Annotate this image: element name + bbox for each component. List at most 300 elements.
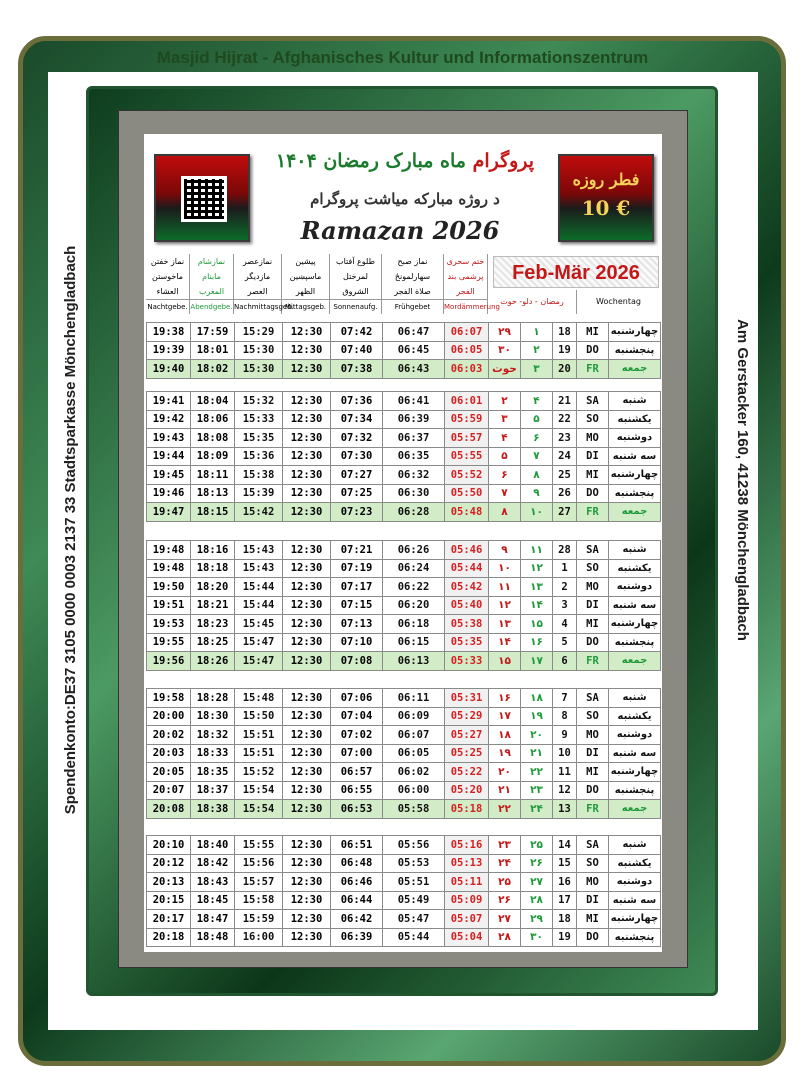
cell-zuhr: 12:30 bbox=[283, 633, 331, 652]
cell-zuhr: 12:30 bbox=[283, 559, 331, 578]
cell-hij: ۱۹ bbox=[521, 707, 553, 726]
cell-imsak: 05:35 bbox=[445, 633, 489, 652]
cell-zuhr: 12:30 bbox=[283, 341, 331, 360]
cell-dn: پنجشنبه bbox=[609, 781, 661, 800]
cell-isha: 19:56 bbox=[147, 652, 191, 671]
cell-asr: 15:52 bbox=[235, 763, 283, 782]
cell-isha: 20:05 bbox=[147, 763, 191, 782]
ramadan-title: Ramazan 2026 bbox=[300, 216, 500, 245]
cell-sunrise: 07:40 bbox=[331, 341, 383, 360]
table-row bbox=[147, 652, 661, 671]
header-sunrise: طلوع آفتاب لمرختل الشروق Sonnenaufg. bbox=[330, 254, 382, 314]
cell-hij: ۲۷ bbox=[521, 873, 553, 892]
cell-isha: 19:38 bbox=[147, 323, 191, 342]
cell-hij: ۶ bbox=[521, 429, 553, 448]
cell-wd: DO bbox=[577, 928, 609, 947]
cell-hij: ۲۵ bbox=[521, 836, 553, 855]
table-row bbox=[147, 928, 661, 947]
cell-dn: یکشنبه bbox=[609, 854, 661, 873]
table-row bbox=[147, 633, 661, 652]
cell-day: 12 bbox=[553, 781, 577, 800]
cell-asr: 15:58 bbox=[235, 891, 283, 910]
program-title-rest: ماه مبارک رمضان ۱۴۰۴ bbox=[275, 150, 466, 172]
cell-hij: ۷ bbox=[521, 447, 553, 466]
week-table-1 bbox=[146, 322, 661, 379]
cell-sol: ۲۴ bbox=[489, 854, 521, 873]
cell-isha: 19:55 bbox=[147, 633, 191, 652]
cell-asr: 15:54 bbox=[235, 781, 283, 800]
cell-maghrib: 18:08 bbox=[191, 429, 235, 448]
cell-sol: ۲۸ bbox=[489, 928, 521, 947]
cell-zuhr: 12:30 bbox=[283, 541, 331, 560]
cell-isha: 20:00 bbox=[147, 707, 191, 726]
cell-isha: 19:48 bbox=[147, 559, 191, 578]
cell-isha: 20:07 bbox=[147, 781, 191, 800]
cell-zuhr: 12:30 bbox=[283, 726, 331, 745]
cell-asr: 15:55 bbox=[235, 836, 283, 855]
cell-zuhr: 12:30 bbox=[283, 873, 331, 892]
cell-fajr: 06:02 bbox=[383, 763, 445, 782]
cell-dn: دوشنبه bbox=[609, 873, 661, 892]
cell-imsak: 05:52 bbox=[445, 466, 489, 485]
cell-wd: MI bbox=[577, 615, 609, 634]
cell-fajr: 06:22 bbox=[383, 578, 445, 597]
cell-imsak: 06:03 bbox=[445, 360, 489, 379]
cell-wd: MO bbox=[577, 726, 609, 745]
cell-dn: پنجشنبه bbox=[609, 484, 661, 503]
cell-isha: 20:03 bbox=[147, 744, 191, 763]
cell-asr: 15:57 bbox=[235, 873, 283, 892]
cell-fajr: 05:51 bbox=[383, 873, 445, 892]
cell-day: 28 bbox=[553, 541, 577, 560]
cell-maghrib: 18:09 bbox=[191, 447, 235, 466]
cell-wd: SA bbox=[577, 541, 609, 560]
cell-wd: DI bbox=[577, 891, 609, 910]
cell-hij: ۵ bbox=[521, 410, 553, 429]
cell-zuhr: 12:30 bbox=[283, 744, 331, 763]
cell-imsak: 05:55 bbox=[445, 447, 489, 466]
cell-wd: SO bbox=[577, 559, 609, 578]
cell-zuhr: 12:30 bbox=[283, 447, 331, 466]
cell-fajr: 06:28 bbox=[383, 503, 445, 522]
cell-maghrib: 18:40 bbox=[191, 836, 235, 855]
cell-asr: 15:59 bbox=[235, 910, 283, 929]
cell-isha: 20:18 bbox=[147, 928, 191, 947]
cell-sunrise: 07:23 bbox=[331, 503, 383, 522]
cell-sunrise: 07:32 bbox=[331, 429, 383, 448]
cell-fajr: 06:35 bbox=[383, 447, 445, 466]
cell-dn: سه شنبه bbox=[609, 891, 661, 910]
cell-isha: 19:43 bbox=[147, 429, 191, 448]
cell-imsak: 06:07 bbox=[445, 323, 489, 342]
cell-imsak: 05:11 bbox=[445, 873, 489, 892]
table-row bbox=[147, 800, 661, 819]
cell-wd: DI bbox=[577, 744, 609, 763]
cell-imsak: 05:07 bbox=[445, 910, 489, 929]
cell-day: 14 bbox=[553, 836, 577, 855]
month-title: Feb-Mär 2026 bbox=[493, 256, 659, 288]
cell-day: 3 bbox=[553, 596, 577, 615]
cell-day: 18 bbox=[553, 910, 577, 929]
cell-wd: SO bbox=[577, 707, 609, 726]
cell-day: 11 bbox=[553, 763, 577, 782]
cell-imsak: 05:09 bbox=[445, 891, 489, 910]
cell-dn: پنجشنبه bbox=[609, 633, 661, 652]
cell-dn: یکشنبه bbox=[609, 410, 661, 429]
table-row bbox=[147, 763, 661, 782]
cell-fajr: 06:43 bbox=[383, 360, 445, 379]
cell-wd: MO bbox=[577, 429, 609, 448]
cell-sunrise: 06:53 bbox=[331, 800, 383, 819]
cell-dn: دوشنبه bbox=[609, 429, 661, 448]
cell-day: 10 bbox=[553, 744, 577, 763]
cell-sunrise: 07:27 bbox=[331, 466, 383, 485]
cell-fajr: 06:18 bbox=[383, 615, 445, 634]
cell-sunrise: 06:39 bbox=[331, 928, 383, 947]
cell-maghrib: 18:45 bbox=[191, 891, 235, 910]
cell-dn: چهارشنبه bbox=[609, 323, 661, 342]
cell-isha: 19:39 bbox=[147, 341, 191, 360]
cell-asr: 15:33 bbox=[235, 410, 283, 429]
cell-asr: 15:50 bbox=[235, 707, 283, 726]
cell-hij: ۲۹ bbox=[521, 910, 553, 929]
cell-sunrise: 07:21 bbox=[331, 541, 383, 560]
cell-isha: 19:42 bbox=[147, 410, 191, 429]
cell-asr: 15:51 bbox=[235, 744, 283, 763]
cell-sol: ۱۹ bbox=[489, 744, 521, 763]
table-row bbox=[147, 615, 661, 634]
cell-dn: سه شنبه bbox=[609, 744, 661, 763]
cell-zuhr: 12:30 bbox=[283, 323, 331, 342]
week-table-2 bbox=[146, 391, 661, 522]
cell-zuhr: 12:30 bbox=[283, 689, 331, 708]
table-row bbox=[147, 503, 661, 522]
cell-sunrise: 07:36 bbox=[331, 392, 383, 411]
cell-isha: 19:48 bbox=[147, 541, 191, 560]
cell-fajr: 05:47 bbox=[383, 910, 445, 929]
table-row bbox=[147, 781, 661, 800]
cell-wd: DI bbox=[577, 447, 609, 466]
cell-wd: MI bbox=[577, 910, 609, 929]
cell-asr: 15:38 bbox=[235, 466, 283, 485]
cell-maghrib: 18:23 bbox=[191, 615, 235, 634]
cell-isha: 19:46 bbox=[147, 484, 191, 503]
cell-day: 20 bbox=[553, 360, 577, 379]
cell-maghrib: 18:38 bbox=[191, 800, 235, 819]
cell-fajr: 06:05 bbox=[383, 744, 445, 763]
cell-maghrib: 18:13 bbox=[191, 484, 235, 503]
week-table-5 bbox=[146, 835, 661, 947]
cell-sol: ۶ bbox=[489, 466, 521, 485]
cell-asr: 15:30 bbox=[235, 341, 283, 360]
bank-account-text: Spendenkonto:DE37 3105 0000 0003 2137 33 Stadtsparkasse Mönchengladbach bbox=[62, 245, 79, 815]
cell-asr: 15:56 bbox=[235, 854, 283, 873]
cell-sunrise: 06:55 bbox=[331, 781, 383, 800]
calendar-label: رمضان - دلو- حوت bbox=[500, 297, 564, 306]
cell-asr: 15:32 bbox=[235, 392, 283, 411]
cell-dn: جمعه bbox=[609, 503, 661, 522]
cell-fajr: 06:37 bbox=[383, 429, 445, 448]
cell-day: 19 bbox=[553, 341, 577, 360]
cell-isha: 19:41 bbox=[147, 392, 191, 411]
cell-isha: 19:44 bbox=[147, 447, 191, 466]
cell-imsak: 05:27 bbox=[445, 726, 489, 745]
cell-dn: سه شنبه bbox=[609, 596, 661, 615]
cell-dn: جمعه bbox=[609, 652, 661, 671]
cell-day: 21 bbox=[553, 392, 577, 411]
program-subtitle: د روژه مبارکه میاشت پروگرام bbox=[310, 190, 500, 208]
cell-sol: ۲۰ bbox=[489, 763, 521, 782]
cell-zuhr: 12:30 bbox=[283, 910, 331, 929]
cell-sol: ۸ bbox=[489, 503, 521, 522]
cell-asr: 15:51 bbox=[235, 726, 283, 745]
header-maghrib: نمازشام مابنام المغرب Abendgebe. bbox=[190, 254, 234, 314]
cell-zuhr: 12:30 bbox=[283, 781, 331, 800]
cell-fajr: 06:32 bbox=[383, 466, 445, 485]
cell-wd: MO bbox=[577, 578, 609, 597]
cell-maghrib: 18:11 bbox=[191, 466, 235, 485]
cell-maghrib: 18:42 bbox=[191, 854, 235, 873]
cell-hij: ۱۳ bbox=[521, 578, 553, 597]
cell-maghrib: 18:30 bbox=[191, 707, 235, 726]
cell-fajr: 05:56 bbox=[383, 836, 445, 855]
cell-sunrise: 07:10 bbox=[331, 633, 383, 652]
header-isha: نماز خفتن ماخوستن العشاء Nachtgebe. bbox=[146, 254, 190, 314]
cell-isha: 19:51 bbox=[147, 596, 191, 615]
cell-day: 13 bbox=[553, 800, 577, 819]
table-row bbox=[147, 854, 661, 873]
cell-isha: 20:02 bbox=[147, 726, 191, 745]
cell-sunrise: 07:19 bbox=[331, 559, 383, 578]
cell-zuhr: 12:30 bbox=[283, 836, 331, 855]
cell-wd: FR bbox=[577, 360, 609, 379]
cell-imsak: 05:46 bbox=[445, 541, 489, 560]
cell-hij: ۲ bbox=[521, 341, 553, 360]
cell-imsak: 05:29 bbox=[445, 707, 489, 726]
cell-hij: ۱ bbox=[521, 323, 553, 342]
cell-zuhr: 12:30 bbox=[283, 466, 331, 485]
cell-sol: ۵ bbox=[489, 447, 521, 466]
cell-day: 8 bbox=[553, 707, 577, 726]
header-fajr: نماز صبح سهارلمونځ صلاة الفجر Frühgebet bbox=[382, 254, 444, 314]
cell-imsak: 05:33 bbox=[445, 652, 489, 671]
cell-hij: ۱۲ bbox=[521, 559, 553, 578]
cell-isha: 19:45 bbox=[147, 466, 191, 485]
cell-day: 23 bbox=[553, 429, 577, 448]
cell-wd: FR bbox=[577, 800, 609, 819]
table-row bbox=[147, 429, 661, 448]
table-row bbox=[147, 744, 661, 763]
cell-hij: ۲۲ bbox=[521, 763, 553, 782]
cell-wd: DO bbox=[577, 341, 609, 360]
cell-maghrib: 18:35 bbox=[191, 763, 235, 782]
cell-imsak: 05:44 bbox=[445, 559, 489, 578]
cell-fajr: 06:07 bbox=[383, 726, 445, 745]
cell-imsak: 05:20 bbox=[445, 781, 489, 800]
header-imsak: ختم سحری پرشمی بند الفجر Mordämmerung bbox=[444, 254, 488, 314]
cell-zuhr: 12:30 bbox=[283, 854, 331, 873]
cell-imsak: 05:31 bbox=[445, 689, 489, 708]
table-row bbox=[147, 910, 661, 929]
cell-isha: 19:47 bbox=[147, 503, 191, 522]
cell-dn: چهارشنبه bbox=[609, 615, 661, 634]
cell-maghrib: 18:21 bbox=[191, 596, 235, 615]
cell-wd: SA bbox=[577, 836, 609, 855]
cell-imsak: 06:05 bbox=[445, 341, 489, 360]
cell-wd: DO bbox=[577, 484, 609, 503]
cell-zuhr: 12:30 bbox=[283, 928, 331, 947]
cell-sunrise: 07:15 bbox=[331, 596, 383, 615]
cell-fajr: 06:15 bbox=[383, 633, 445, 652]
cell-zuhr: 12:30 bbox=[283, 800, 331, 819]
cell-day: 24 bbox=[553, 447, 577, 466]
table-row bbox=[147, 323, 661, 342]
cell-sunrise: 06:44 bbox=[331, 891, 383, 910]
cell-sunrise: 07:13 bbox=[331, 615, 383, 634]
header-asr: نمازعصر مازدیگر العصر Nachmittagsgeb. bbox=[234, 254, 282, 314]
table-row bbox=[147, 891, 661, 910]
cell-dn: دوشنبه bbox=[609, 726, 661, 745]
cell-sol: ۱۵ bbox=[489, 652, 521, 671]
cell-dn: چهارشنبه bbox=[609, 910, 661, 929]
table-row bbox=[147, 541, 661, 560]
cell-sunrise: 07:42 bbox=[331, 323, 383, 342]
cell-imsak: 05:25 bbox=[445, 744, 489, 763]
cell-maghrib: 18:47 bbox=[191, 910, 235, 929]
cell-sunrise: 07:34 bbox=[331, 410, 383, 429]
header-zuhr: پیشین ماسپښین الظهر Mittagsgeb. bbox=[282, 254, 330, 314]
cell-day: 9 bbox=[553, 726, 577, 745]
cell-isha: 20:08 bbox=[147, 800, 191, 819]
program-title bbox=[250, 150, 560, 172]
cell-wd: MO bbox=[577, 873, 609, 892]
cell-sol: ۹ bbox=[489, 541, 521, 560]
cell-dn: چهارشنبه bbox=[609, 466, 661, 485]
table-row bbox=[147, 578, 661, 597]
cell-imsak: 05:04 bbox=[445, 928, 489, 947]
fitr-price: 10 € bbox=[581, 196, 631, 220]
cell-day: 15 bbox=[553, 854, 577, 873]
cell-day: 5 bbox=[553, 633, 577, 652]
cell-dn: شنبه bbox=[609, 689, 661, 708]
cell-zuhr: 12:30 bbox=[283, 578, 331, 597]
cell-fajr: 06:24 bbox=[383, 559, 445, 578]
cell-sol: ۱۰ bbox=[489, 559, 521, 578]
mosque-title: Masjid Hijrat - Afghanisches Kultur und Informationszentrum bbox=[156, 48, 649, 67]
cell-zuhr: 12:30 bbox=[283, 484, 331, 503]
cell-day: 25 bbox=[553, 466, 577, 485]
cell-hij: ۲۳ bbox=[521, 781, 553, 800]
cell-maghrib: 18:15 bbox=[191, 503, 235, 522]
cell-maghrib: 18:06 bbox=[191, 410, 235, 429]
cell-imsak: 05:42 bbox=[445, 578, 489, 597]
cell-maghrib: 18:43 bbox=[191, 873, 235, 892]
cell-sunrise: 07:30 bbox=[331, 447, 383, 466]
cell-hij: ۱۴ bbox=[521, 596, 553, 615]
cell-fajr: 06:13 bbox=[383, 652, 445, 671]
cell-wd: DI bbox=[577, 596, 609, 615]
table-row bbox=[147, 341, 661, 360]
cell-wd: FR bbox=[577, 652, 609, 671]
cell-day: 18 bbox=[553, 323, 577, 342]
cell-imsak: 05:18 bbox=[445, 800, 489, 819]
cell-isha: 20:10 bbox=[147, 836, 191, 855]
cell-fajr: 05:44 bbox=[383, 928, 445, 947]
cell-wd: MI bbox=[577, 323, 609, 342]
cell-sol: ۲۶ bbox=[489, 891, 521, 910]
cell-dn: دوشنبه bbox=[609, 578, 661, 597]
cell-zuhr: 12:30 bbox=[283, 707, 331, 726]
cell-fajr: 06:39 bbox=[383, 410, 445, 429]
cell-day: 27 bbox=[553, 503, 577, 522]
cell-fajr: 06:47 bbox=[383, 323, 445, 342]
cell-hij: ۱۵ bbox=[521, 615, 553, 634]
cell-hij: ۱۰ bbox=[521, 503, 553, 522]
cell-imsak: 05:48 bbox=[445, 503, 489, 522]
cell-maghrib: 18:25 bbox=[191, 633, 235, 652]
cell-fajr: 05:49 bbox=[383, 891, 445, 910]
cell-sol: ۱۷ bbox=[489, 707, 521, 726]
cell-hij: ۲۰ bbox=[521, 726, 553, 745]
cell-hij: ۹ bbox=[521, 484, 553, 503]
cell-sunrise: 06:46 bbox=[331, 873, 383, 892]
cell-maghrib: 18:02 bbox=[191, 360, 235, 379]
cell-sol: ۱۸ bbox=[489, 726, 521, 745]
qr-code-icon bbox=[181, 176, 227, 222]
cell-day: 1 bbox=[553, 559, 577, 578]
cell-dn: شنبه bbox=[609, 541, 661, 560]
cell-asr: 15:43 bbox=[235, 559, 283, 578]
cell-sunrise: 07:06 bbox=[331, 689, 383, 708]
cell-wd: SO bbox=[577, 854, 609, 873]
cell-day: 16 bbox=[553, 873, 577, 892]
cell-day: 4 bbox=[553, 615, 577, 634]
cell-sol: ۲ bbox=[489, 392, 521, 411]
cell-imsak: 05:40 bbox=[445, 596, 489, 615]
cell-sol: ۱۱ bbox=[489, 578, 521, 597]
cell-maghrib: 18:32 bbox=[191, 726, 235, 745]
cell-wd: DO bbox=[577, 633, 609, 652]
table-row bbox=[147, 360, 661, 379]
week-table-4 bbox=[146, 688, 661, 819]
cell-fajr: 06:11 bbox=[383, 689, 445, 708]
cell-hij: ۱۱ bbox=[521, 541, 553, 560]
cell-hij: ۴ bbox=[521, 392, 553, 411]
cell-sunrise: 06:57 bbox=[331, 763, 383, 782]
table-row bbox=[147, 410, 661, 429]
cell-dn: شنبه bbox=[609, 836, 661, 855]
week-table-3 bbox=[146, 540, 661, 671]
cell-wd: SA bbox=[577, 689, 609, 708]
cell-zuhr: 12:30 bbox=[283, 763, 331, 782]
cell-dn: چهارشنبه bbox=[609, 763, 661, 782]
cell-dn: جمعه bbox=[609, 800, 661, 819]
cell-wd: MI bbox=[577, 763, 609, 782]
cell-dn: پنجشنبه bbox=[609, 928, 661, 947]
cell-day: 22 bbox=[553, 410, 577, 429]
cell-day: 17 bbox=[553, 891, 577, 910]
cell-sol: ۱۶ bbox=[489, 689, 521, 708]
cell-sunrise: 07:04 bbox=[331, 707, 383, 726]
cell-fajr: 05:53 bbox=[383, 854, 445, 873]
cell-hij: ۱۸ bbox=[521, 689, 553, 708]
cell-isha: 20:15 bbox=[147, 891, 191, 910]
cell-wd: SA bbox=[577, 392, 609, 411]
cell-fajr: 06:30 bbox=[383, 484, 445, 503]
cell-imsak: 05:16 bbox=[445, 836, 489, 855]
cell-isha: 19:50 bbox=[147, 578, 191, 597]
cell-isha: 19:58 bbox=[147, 689, 191, 708]
